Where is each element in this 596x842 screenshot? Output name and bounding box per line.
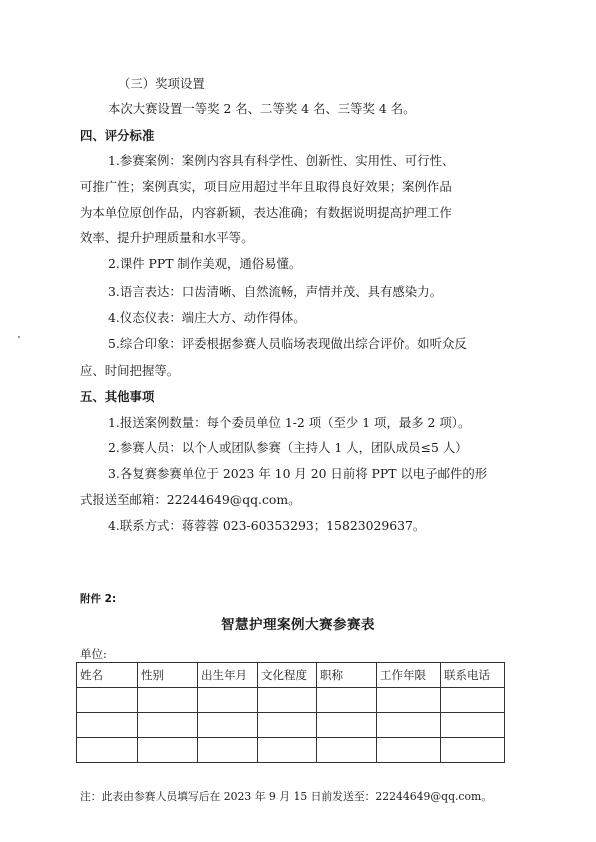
table-header-cell: 出生年月: [198, 663, 258, 688]
table-header-row: [77, 663, 505, 688]
table-cell: [377, 713, 441, 738]
table-row: [77, 738, 505, 763]
table-cell: [77, 713, 138, 738]
table-cell: [377, 688, 441, 713]
body-text-line: 1.报送案例数量：每个委员单位 1-2 项（至少 1 项，最多 2 项）。: [108, 415, 471, 430]
footnote: 注：此表由参赛人员填写后在 2023 年 9 月 15 日前发送至：22244649@qq.com。: [80, 790, 492, 803]
form-title: 智慧护理案例大赛参赛表: [221, 617, 375, 633]
annex-label: 附件 2:: [80, 593, 117, 605]
body-text-line: 为本单位原创作品，内容新颖，表达准确；有数据说明提高护理工作: [80, 205, 452, 220]
table-cell: [198, 688, 258, 713]
table-cell: [138, 688, 198, 713]
table-cell: [441, 713, 505, 738]
table-cell: [138, 738, 198, 763]
table-header-cell: 职称: [317, 663, 377, 688]
body-text-line: 本次大赛设置一等奖 2 名、二等奖 4 名、三等奖 4 名。: [108, 101, 416, 116]
table-cell: [77, 688, 138, 713]
body-text-line: 3.各复赛参赛单位于 2023 年 10 月 20 日前将 PPT 以电子邮件的形: [108, 466, 488, 481]
body-text-line: 式报送至邮箱：22244649@qq.com。: [80, 492, 301, 507]
table-cell: [138, 713, 198, 738]
table-cell: [317, 738, 377, 763]
body-text-line: 2.课件 PPT 制作美观，通俗易懂。: [108, 256, 302, 271]
table-row: [77, 713, 505, 738]
registration-table: [76, 662, 505, 763]
table-header-cell: 联系电话: [441, 663, 505, 688]
table-row: [77, 688, 505, 713]
table-cell: [77, 738, 138, 763]
section-heading: 四、评分标准: [80, 128, 155, 143]
body-text-line: 3.语言表达：口齿清晰、自然流畅，声情并茂、具有感染力。: [108, 284, 442, 299]
table-cell: [258, 738, 317, 763]
body-text-line: 2.参赛人员：以个人或团队参赛（主持人 1 人，团队成员≤5 人）: [108, 440, 468, 455]
section-heading: 五、其他事项: [80, 389, 155, 404]
body-text-line: 4.仪态仪表：端庄大方、动作得体。: [108, 310, 306, 325]
table-header-cell: 性别: [138, 663, 198, 688]
scan-speck: [18, 336, 20, 338]
table-cell: [258, 688, 317, 713]
body-text-line: 4.联系方式：蒋蓉蓉 023-60353293；15823029637。: [108, 518, 426, 533]
table-header-cell: 文化程度: [258, 663, 317, 688]
table-cell: [258, 713, 317, 738]
body-text-line: 5.综合印象：评委根据参赛人员临场表现做出综合评价。如听众反: [108, 336, 467, 351]
body-text-line: （三）奖项设置: [118, 76, 205, 91]
table-cell: [317, 688, 377, 713]
body-text-line: 1.参赛案例：案例内容具有科学性、创新性、实用性、可行性、: [108, 153, 455, 168]
body-text-line: 应、时间把握等。: [80, 363, 180, 378]
unit-label: 单位:: [80, 647, 107, 661]
body-text-line: 可推广性；案例真实，项目应用超过半年且取得良好效果；案例作品: [80, 179, 452, 194]
table-cell: [377, 738, 441, 763]
body-text-line: 效率、提升护理质量和水平等。: [80, 230, 254, 245]
table-cell: [198, 738, 258, 763]
table-cell: [317, 713, 377, 738]
table-header-cell: 工作年限: [377, 663, 441, 688]
table-cell: [198, 713, 258, 738]
table-cell: [441, 688, 505, 713]
table-header-cell: 姓名: [77, 663, 138, 688]
table-cell: [441, 738, 505, 763]
